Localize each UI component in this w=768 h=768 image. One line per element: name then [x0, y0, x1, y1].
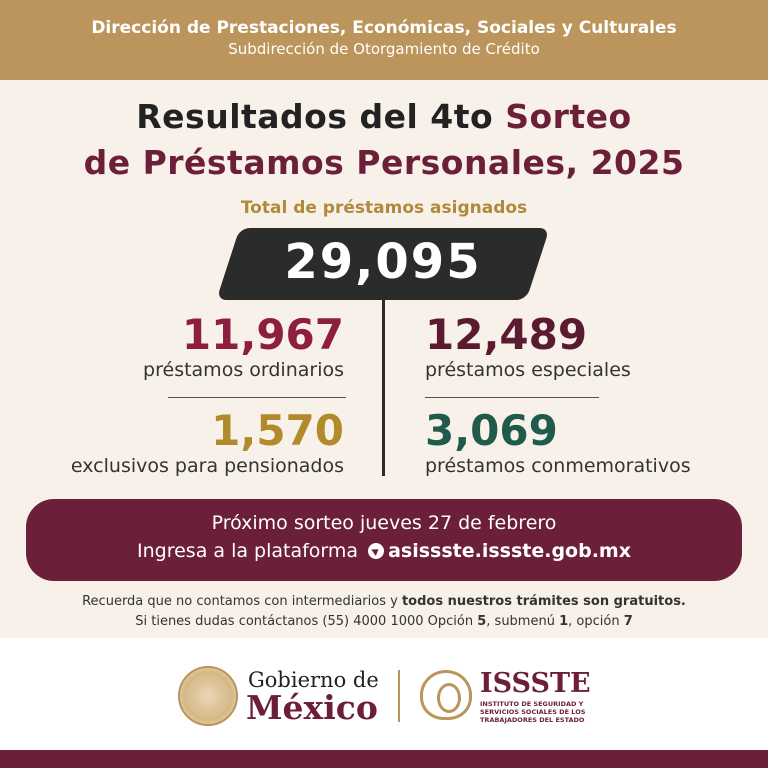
stat-conmemorativos [425, 408, 691, 478]
note-text: Si tienes dudas contáctanos (55) 4000 1000 Opción [135, 614, 478, 629]
note-text: , submenú [486, 614, 560, 629]
stat-value: 12,489 [425, 310, 588, 359]
footer [0, 638, 768, 750]
stat-label: préstamos conmemorativos [425, 455, 691, 477]
title-part-4: , 2025 [565, 143, 685, 182]
divider-left [168, 397, 346, 398]
stat-label: préstamos especiales [425, 359, 631, 381]
header-line-2: Subdirección de Otorgamiento de Crédito [228, 40, 540, 58]
issste-subtitle: INSTITUTO DE SEGURIDAD Y SERVICIOS SOCIALES DE LOS TRABAJADORES DEL ESTADO [480, 700, 586, 724]
platform-text: Ingresa a la plataforma [137, 540, 359, 562]
issste-logo-icon [420, 670, 472, 720]
header-line-1: Dirección de Prestaciones, Económicas, Sociales y Culturales [91, 18, 677, 38]
note-text: Recuerda que no contamos con intermediarios y [82, 594, 402, 609]
stat-value: 3,069 [425, 406, 558, 455]
stat-value: 1,570 [211, 406, 344, 455]
title-part-1: Resultados del 4to [136, 97, 506, 136]
title-part-3: de Préstamos Personales [83, 143, 566, 182]
platform-link[interactable]: asissste.issste.gob.mx [388, 540, 631, 562]
stat-especiales [425, 312, 631, 382]
note-text: , opción [568, 614, 624, 629]
bottom-bar [0, 750, 768, 768]
logo-separator [398, 670, 400, 722]
total-subtitle: Total de préstamos asignados [240, 198, 528, 218]
note-bold: 1 [559, 614, 569, 629]
stat-label: exclusivos para pensionados [70, 455, 344, 477]
note-bold: todos nuestros trámites son gratuitos. [401, 594, 686, 609]
stat-label: préstamos ordinarios [143, 359, 344, 381]
vertical-divider [382, 296, 385, 476]
stat-pensionados [71, 408, 344, 478]
footnote [0, 592, 768, 632]
stat-ordinarios [143, 312, 344, 382]
mexico-label: México [246, 688, 378, 727]
title-part-2: Sorteo [505, 97, 632, 136]
page-title [0, 94, 768, 186]
issste-name: ISSSTE [480, 668, 591, 699]
stat-value: 11,967 [181, 310, 344, 359]
gobierno-label: Gobierno de [248, 668, 379, 692]
note-bold: 7 [623, 614, 633, 629]
next-draw-text: Próximo sorteo jueves 27 de febrero [211, 512, 557, 534]
note-bold: 5 [477, 614, 487, 629]
mexico-seal-icon [178, 666, 238, 726]
total-value: 29,095 [284, 234, 482, 290]
divider-right [425, 397, 599, 398]
cursor-click-icon [368, 543, 384, 559]
header-bar [0, 0, 768, 80]
next-draw-banner [26, 499, 742, 581]
